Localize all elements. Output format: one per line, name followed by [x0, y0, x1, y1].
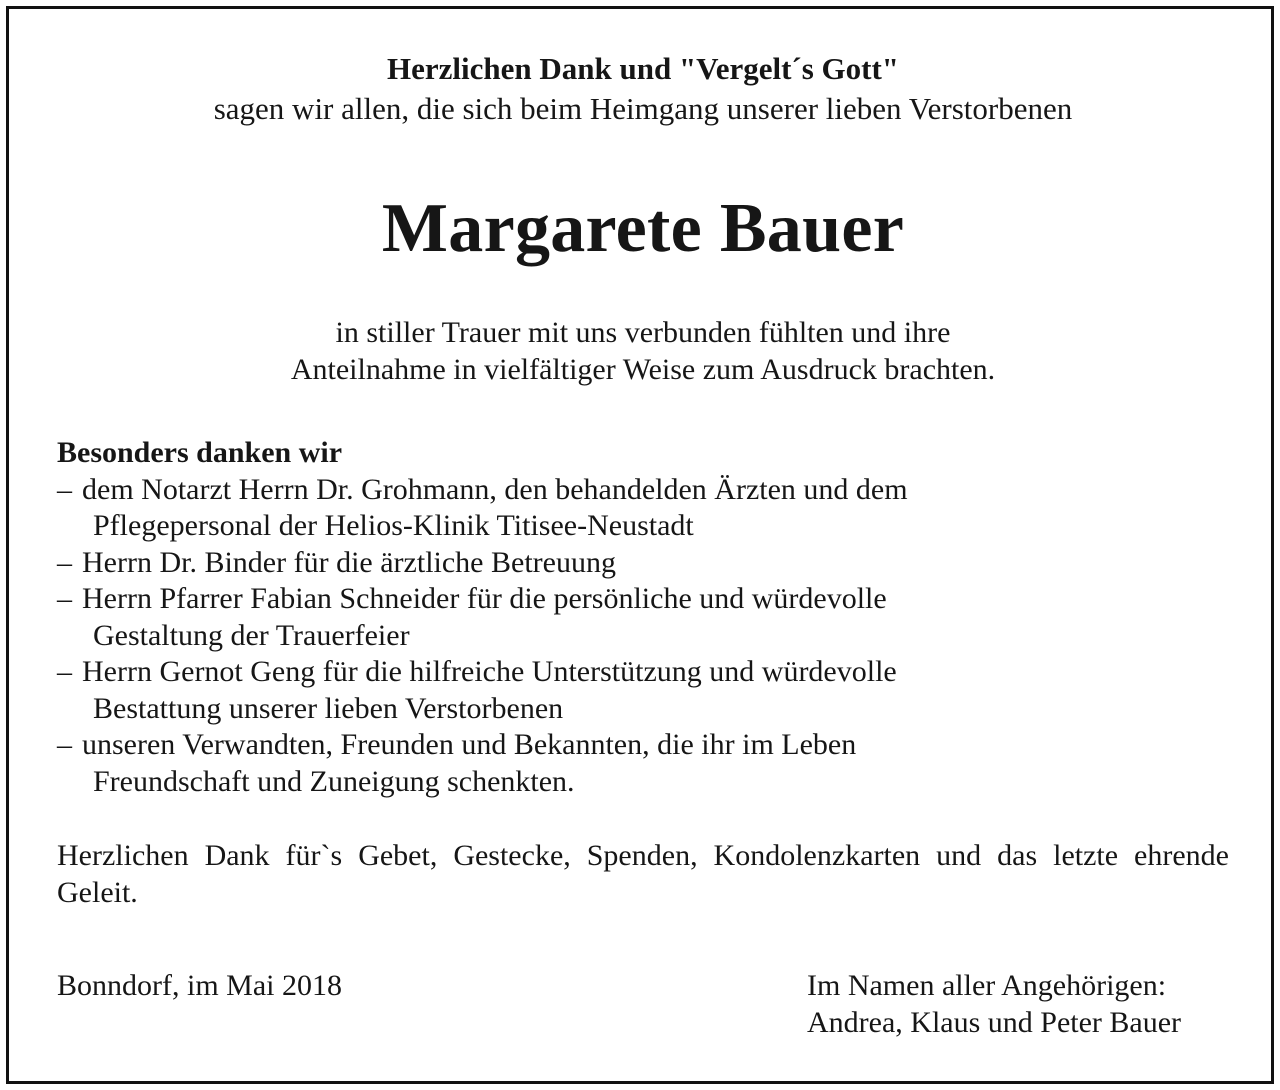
- list-dash: –: [57, 728, 72, 761]
- list-dash: –: [57, 582, 72, 615]
- list-item-line-1: dem Notarzt Herrn Dr. Grohmann, den behandelden Ärzten und dem: [82, 472, 908, 506]
- mourning-text: [57, 314, 1229, 388]
- notice-content: [57, 49, 1229, 1039]
- list-item-line-2: Bestattung unserer lieben Verstorbenen: [93, 691, 564, 725]
- place-date: Bonndorf, im Mai 2018: [57, 969, 342, 1002]
- list-item-line-2: Pflegepersonal der Helios-Klinik Titisee-Neustadt: [93, 509, 694, 542]
- list-item: [57, 545, 1229, 582]
- signature-line-1: Im Namen aller Angehörigen:: [807, 969, 1167, 1002]
- notice-frame: [6, 6, 1274, 1084]
- signature-line-2: Andrea, Klaus und Peter Bauer: [807, 1006, 1182, 1039]
- list-item: [57, 654, 1229, 727]
- thanks-section: [57, 435, 1229, 800]
- closing-text: Herzlichen Dank für`s Gebet, Gestecke, Spenden, Kondolenzkarten und das letzte ehrende Geleit.: [57, 839, 1229, 909]
- list-dash: –: [57, 472, 72, 506]
- signature: [807, 967, 1181, 1041]
- list-item-line-1: unseren Verwandten, Freunden und Bekannten, die ihr im Leben: [82, 728, 857, 761]
- notice-subheadline: sagen wir allen, die sich beim Heimgang unserer lieben Verstorbenen: [213, 91, 1073, 126]
- notice-headline: Herzlichen Dank und "Vergelt´s Gott": [386, 51, 900, 86]
- list-item: [57, 727, 1229, 800]
- list-item: [57, 581, 1229, 654]
- list-item-line-1: Herrn Dr. Binder für die ärztliche Betreuung: [82, 545, 616, 579]
- thanks-heading: Besonders danken wir: [57, 436, 343, 469]
- mourning-line-1: in stiller Trauer mit uns verbunden fühlten und ihre: [335, 316, 951, 349]
- list-item: [57, 472, 1229, 545]
- list-dash: –: [57, 655, 72, 688]
- deceased-name: Margarete Bauer: [381, 190, 905, 267]
- list-item-line-2: Gestaltung der Trauerfeier: [93, 618, 410, 652]
- list-item-line-1: Herrn Gernot Geng für die hilfreiche Unterstützung und würdevolle: [82, 655, 897, 688]
- list-item-line-2: Freundschaft und Zuneigung schenkten.: [93, 764, 575, 798]
- list-item-line-1: Herrn Pfarrer Fabian Schneider für die persönliche und würdevolle: [82, 582, 887, 615]
- mourning-line-2: Anteilnahme in vielfältiger Weise zum Ausdruck brachten.: [290, 353, 996, 386]
- list-dash: –: [57, 545, 72, 579]
